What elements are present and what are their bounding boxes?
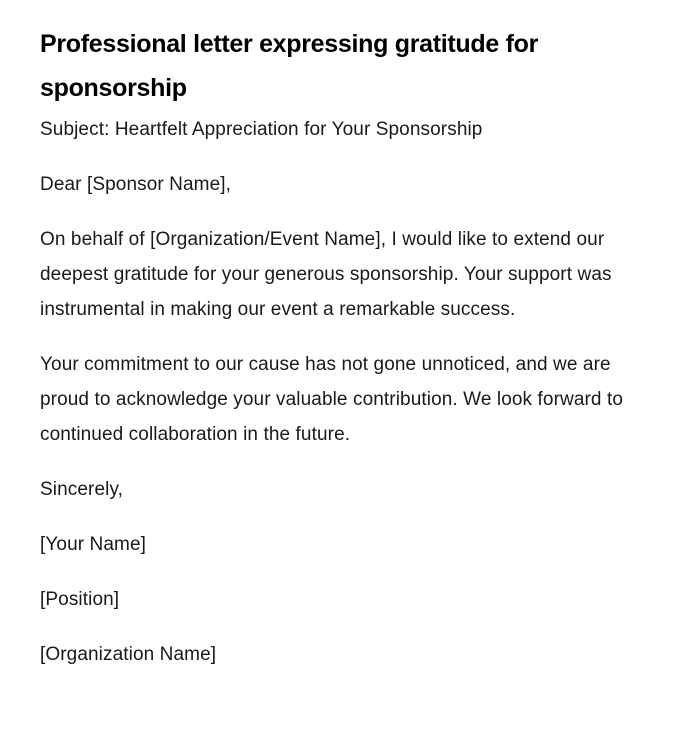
- document-title: Professional letter expressing gratitude for sponsorship: [40, 30, 539, 102]
- signature-name: [Your Name]: [40, 534, 147, 555]
- signature-organization: [Organization Name]: [40, 644, 217, 665]
- letter-paragraph-2: Your commitment to our cause has not gone unnoticed, and we are proud to acknowledge your valuable contribution. We look forward to continued collaboration in the future.: [40, 354, 624, 445]
- letter-paragraph-1: On behalf of [Organization/Event Name], I would like to extend our deepest gratitude for your generous sponsorship. Your support was instrumental in making our event a remarkable success.: [40, 229, 612, 320]
- signature-position: [Position]: [40, 589, 120, 610]
- letter-salutation: Dear [Sponsor Name],: [40, 174, 232, 195]
- letter-subject: Subject: Heartfelt Appreciation for Your Sponsorship: [40, 119, 483, 140]
- letter-closing: Sincerely,: [40, 479, 124, 500]
